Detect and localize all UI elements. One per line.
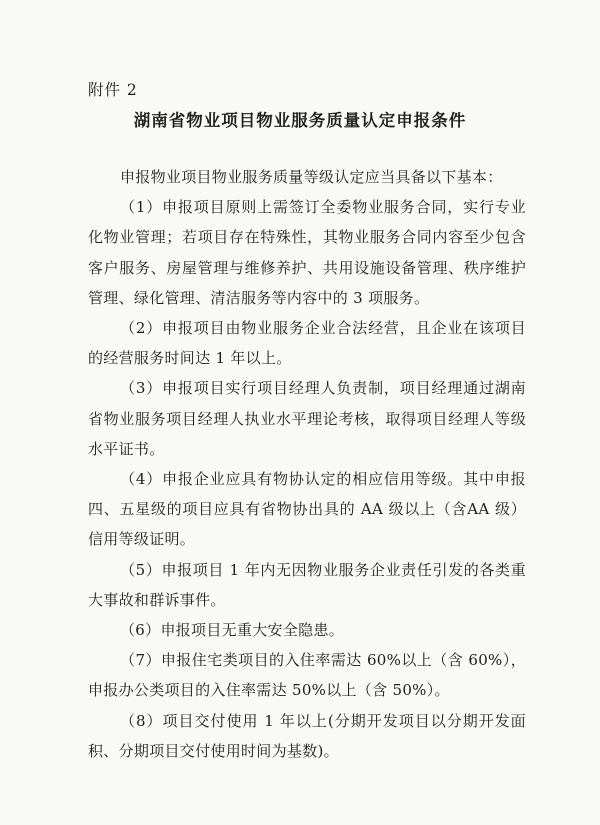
condition-item-2: （2）申报项目由物业服务企业合法经营，且企业在该项目的经营服务时间达 1 年以上。 bbox=[88, 319, 526, 368]
condition-item-1: （1）申报项目原则上需签订全委物业服务合同，实行专业化物业管理；若项目存在特殊性，其物业服务合同内容至少包含客户服务、房屋管理与维修养护、共用设施设备管理、秩序维护管理、绿化管理、清洁服务等内容中的 3 项服务。 bbox=[88, 198, 526, 307]
attachment-label: 附件 2 bbox=[88, 81, 138, 99]
condition-item-3: （3）申报项目实行项目经理人负责制，项目经理通过湖南省物业服务项目经理人执业水平理论考核，取得项目经理人等级水平证书。 bbox=[88, 379, 526, 458]
intro-paragraph: 申报物业项目物业服务质量等级认定应当具备以下基本： bbox=[120, 168, 503, 186]
condition-item-7: （7）申报住宅类项目的入住率需达 60%以上（含 60%），申报办公类项目的入住率需达 50%以上（含 50%）。 bbox=[88, 651, 526, 700]
condition-item-4: （4）申报企业应具有物协认定的相应信用等级。其中申报四、五星级的项目应具有省物协出具的 AA 级以上（含AA 级）信用等级证明。 bbox=[88, 470, 526, 549]
condition-item-6: （6）申报项目无重大安全隐患。 bbox=[120, 621, 345, 640]
document-body bbox=[88, 162, 526, 766]
document-title: 湖南省物业项目物业服务质量认定申报条件 bbox=[133, 111, 467, 130]
condition-item-8: （8）项目交付使用 1 年以上(分期开发项目以分期开发面积、分期项目交付使用时间为基数)。 bbox=[88, 711, 526, 760]
condition-item-5: （5）申报项目 1 年内无因物业服务企业责任引发的各类重大事故和群诉事件。 bbox=[88, 560, 526, 609]
